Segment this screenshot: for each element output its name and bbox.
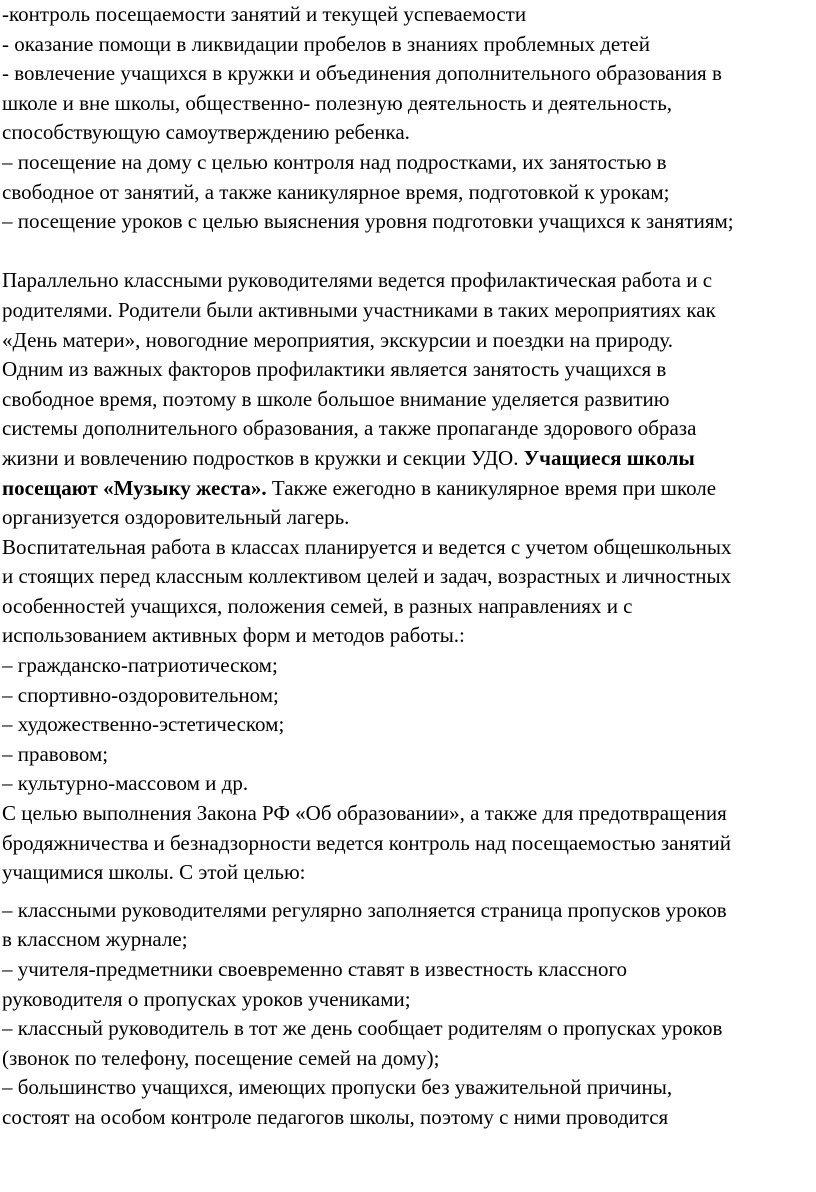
text-line: (звонок по телефону, посещение семей на дому); bbox=[2, 1045, 440, 1070]
text-line: - оказание помощи в ликвидации пробелов в знаниях проблемных детей bbox=[2, 31, 650, 56]
bold-text-run: посещают «Музыку жеста». bbox=[2, 475, 267, 500]
text-line: Одним из важных факторов профилактики является занятость учащихся в bbox=[2, 357, 667, 382]
bold-text-run: Учащиеся школы bbox=[523, 445, 695, 470]
text-line: учащимися школы. С этой целью: bbox=[2, 860, 306, 885]
text-run: Также ежегодно в каникулярное время при школе bbox=[266, 475, 717, 500]
paragraph-prevention bbox=[2, 266, 810, 503]
text-line: Воспитательная работа в классах планируется и ведется с учетом общешкольных bbox=[2, 534, 732, 559]
text-line: родителями. Родители были активными участниками в таких мероприятиях как bbox=[2, 297, 716, 322]
list-item: – художественно-эстетическом; bbox=[2, 712, 285, 737]
text-line: свободное время, поэтому в школе большое внимание уделяется развитию bbox=[2, 386, 670, 411]
text-line: -контроль посещаемости занятий и текущей успеваемости bbox=[2, 2, 527, 26]
list-item: – гражданско-патриотическом; bbox=[2, 653, 278, 678]
text-line: и стоящих перед классным коллективом целей и задач, возрастных и личностных bbox=[2, 564, 732, 589]
text-line: С целью выполнения Закона РФ «Об образовании», а также для предотвращения bbox=[2, 801, 727, 826]
text-line: руководителя о пропусках уроков учениками; bbox=[2, 986, 411, 1011]
text-line: – посещение уроков с целью выяснения уровня подготовки учащихся к занятиям; bbox=[2, 209, 734, 234]
paragraph-attendance-measures bbox=[2, 896, 810, 1133]
list-item: – большинство учащихся, имеющих пропуски без уважительной причины, bbox=[2, 1075, 673, 1100]
text-line-music bbox=[2, 474, 810, 504]
paragraph-tasks bbox=[2, 0, 810, 237]
text-line: состоят на особом контроле педагогов школы, поэтому с ними проводится bbox=[2, 1104, 669, 1129]
text-line: в классном журнале; bbox=[2, 927, 188, 952]
text-line: системы дополнительного образования, а также пропаганде здорового образа bbox=[2, 416, 697, 441]
text-line: «День матери», новогодние мероприятия, экскурсии и поездки на природу. bbox=[2, 327, 674, 352]
text-run: жизни и вовлечению подростков в кружки и секции УДО. bbox=[2, 445, 524, 470]
list-item: – спортивно-оздоровительном; bbox=[2, 682, 279, 707]
list-item: – правовом; bbox=[2, 741, 109, 766]
text-line: бродяжничества и безнадзорности ведется контроль над посещаемостью занятий bbox=[2, 830, 732, 855]
text-line: школе и вне школы, общественно- полезную деятельность и деятельность, bbox=[2, 90, 673, 115]
list-item: – классный руководитель в тот же день сообщает родителям о пропусках уроков bbox=[2, 1016, 723, 1041]
text-line: - вовлечение учащихся в кружки и объединения дополнительного образования в bbox=[2, 61, 722, 86]
list-item: – культурно-массовом и др. bbox=[2, 771, 249, 796]
paragraph-gap bbox=[2, 237, 810, 267]
text-line: – посещение на дому с целью контроля над подростками, их занятостью в bbox=[2, 149, 667, 174]
text-line: способствующую самоутверждению ребенка. bbox=[2, 120, 410, 145]
text-line: использованием активных форм и методов работы.: bbox=[2, 623, 465, 648]
text-line: организуется оздоровительный лагерь. bbox=[2, 505, 350, 530]
text-line: особенностей учащихся, положения семей, в разных направлениях и с bbox=[2, 593, 633, 618]
list-item: – классными руководителями регулярно заполняется страница пропусков уроков bbox=[2, 897, 727, 922]
text-line: свободное от занятий, а также каникулярное время, подготовкой к урокам; bbox=[2, 179, 670, 204]
text-line-udo bbox=[2, 444, 810, 474]
paragraph-educational-work bbox=[2, 503, 810, 888]
text-line: Параллельно классными руководителями ведется профилактическая работа и с bbox=[2, 268, 713, 293]
paragraph-gap bbox=[2, 888, 810, 896]
list-item: – учителя-предметники своевременно ставят в известность классного bbox=[2, 957, 628, 981]
